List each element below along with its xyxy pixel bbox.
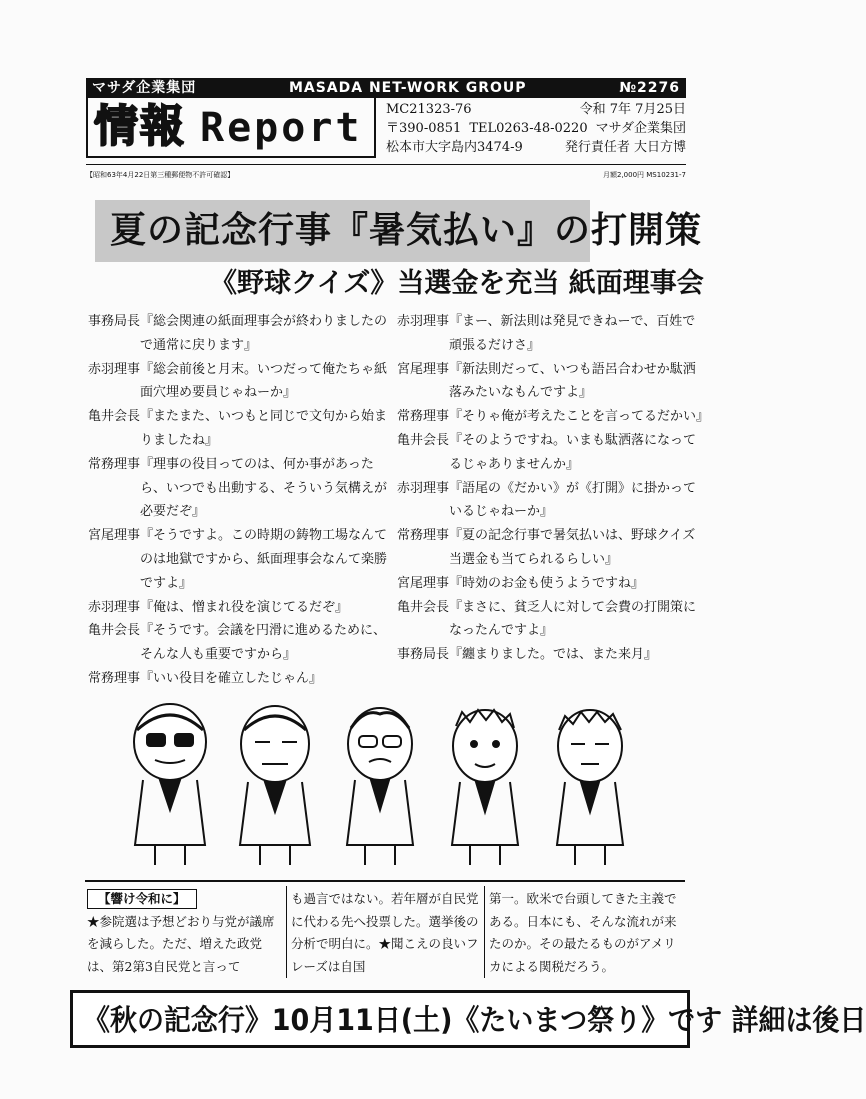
speech-text: 『総会前後と月末。いつだって俺たちゃ紙面穴埋め要員じゃねーか』 <box>140 361 388 401</box>
publication-date: 令和 7年 7月25日 <box>579 102 686 117</box>
group-name-jp: マサダ企業集団 <box>92 80 197 96</box>
speaker-name: 常務理事 <box>88 670 141 686</box>
speech-text: 『新法則だって、いつも語呂合わせか駄洒落みたいなもんですよ』 <box>449 361 696 401</box>
telephone: TEL0263-48-0220 <box>469 121 588 136</box>
dialogue-right-column <box>397 310 710 667</box>
speaker-name: 亀井会長 <box>88 623 141 639</box>
speech-text: 『そうです。会議を円滑に進めるために、そんな人も重要ですから』 <box>140 623 386 663</box>
cartoon-figure <box>557 710 623 865</box>
speaker-name: 赤羽理事 <box>88 599 141 615</box>
logo-report: Report <box>200 105 363 151</box>
dialogue-entry <box>88 453 398 524</box>
dialogue-left-column <box>88 310 398 691</box>
subheadline: 《野球クイズ》当選金を充当 紙面理事会 <box>210 268 704 299</box>
speaker-name: 亀井会長 <box>88 409 141 425</box>
dialogue-entry <box>397 643 707 667</box>
cartoon-figure <box>134 704 206 865</box>
speaker-name: 宮尾理事 <box>88 528 141 544</box>
speech-text: 『総会関連の紙面理事会が終わりましたので通常に戻ります』 <box>140 314 388 353</box>
column-part-3 <box>489 888 685 978</box>
fine-print <box>86 170 686 180</box>
speaker-name: 宮尾理事 <box>397 575 450 591</box>
cartoon-figure <box>452 710 518 865</box>
postal-notice: 【昭和63年4月22日第三種郵便物不許可確認】 <box>86 171 235 179</box>
dialogue-entry <box>88 619 398 667</box>
column-part-1 <box>87 888 283 978</box>
headline: 夏の記念行事『暑気払い』の打開策 <box>110 210 703 251</box>
publication-code: MC21323-76 <box>386 102 472 117</box>
speech-text: 『纏まりました。では、また来月』 <box>449 647 658 663</box>
cartoon-figure <box>240 706 310 865</box>
speaker-name: 事務局長 <box>397 647 450 663</box>
dialogue-entry <box>88 405 398 453</box>
speech-text: 『そうですよ。この時期の鋳物工場なんてのは地獄ですから、紙面理事会なんて楽勝ですよ』 <box>140 528 388 591</box>
address: 松本市大字島内3474-9 <box>386 140 523 155</box>
speaker-name: 常務理事 <box>397 409 450 425</box>
speech-text: 『またまた、いつもと同じで文句から始まりましたね』 <box>140 409 388 448</box>
dialogue-entry <box>397 405 710 429</box>
column-title: 【響け令和に】 <box>87 889 197 909</box>
speech-text: 『理事の役目ってのは、何か事があったら、いつでも出動する、そういう気構えが必要だぞ』 <box>140 456 388 520</box>
masthead-rule <box>86 164 686 165</box>
speaker-name: 亀井会長 <box>397 432 450 448</box>
column-divider <box>286 886 287 978</box>
column-text-1: ★参院選は予想どおり与党が議席を減らした。ただ、増えた政党は、第2第3自民党と言って <box>87 913 275 974</box>
speaker-name: 赤羽理事 <box>397 480 450 496</box>
dialogue-entry <box>88 310 398 358</box>
cartoon-figure <box>347 708 413 865</box>
speech-text: 『語尾の《だかい》が《打開》に掛かっているじゃねーか』 <box>449 480 697 520</box>
dialogue-entry <box>397 596 707 644</box>
speech-text: 『俺は、憎まれ役を演じてるだぞ』 <box>140 599 349 615</box>
speaker-name: 赤羽理事 <box>397 314 450 329</box>
cartoon-illustration <box>105 700 665 875</box>
column-section <box>85 880 685 980</box>
dialogue-entry <box>397 429 707 477</box>
issue-number: №2276 <box>619 80 680 96</box>
postal-code: 〒390-0851 <box>386 121 462 136</box>
speaker-name: 赤羽理事 <box>88 361 141 377</box>
speaker-name: 常務理事 <box>397 528 450 544</box>
speaker-name: 事務局長 <box>88 314 141 329</box>
dialogue-entry <box>397 310 707 358</box>
subscription-info: 月額2,000円 MS10231-7 <box>603 171 686 179</box>
column-text-2: も過言ではない。若年層が自民党に代わる先へ投票した。選挙後の分析で明白に。★聞こえの良いフレーズは自国 <box>291 891 479 974</box>
speech-text: 『いい役目を確立したじゃん』 <box>140 670 323 686</box>
speech-text: 『まさに、貧乏人に対して会費の打開策になったんですよ』 <box>449 599 697 639</box>
publisher-org: マサダ企業集団 <box>595 121 686 136</box>
dialogue-entry <box>88 667 398 691</box>
dialogue-entry <box>397 477 707 525</box>
speaker-name: 亀井会長 <box>397 599 450 615</box>
dialogue-entry <box>88 596 398 620</box>
group-name-en: MASADA NET-WORK GROUP <box>288 80 527 96</box>
masthead-top-bar <box>86 78 686 98</box>
dialogue-entry <box>397 358 707 406</box>
dialogue-entry <box>397 524 707 572</box>
masthead <box>86 78 686 178</box>
event-banner-text: 《秋の記念行》10月11日(土)《たいまつ祭り》です 詳細は後日 <box>83 1003 866 1037</box>
column-divider <box>484 886 485 978</box>
column-text-3: 第一。欧米で台頭してきた主義である。日本にも、そんな流れが来たのか。その最たるものがアメリカによる関税だろう。 <box>489 891 677 974</box>
publisher: 発行責任者 大日方博 <box>564 140 686 155</box>
logo <box>86 98 376 158</box>
speech-text: 『まー、新法則は発見できねーで、百姓で頑張るだけさ』 <box>449 314 696 353</box>
column-part-2 <box>291 888 481 978</box>
dialogue-entry <box>88 524 398 595</box>
speech-text: 『そりゃ俺が考えたことを言ってるだかい』 <box>449 409 710 425</box>
speaker-name: 常務理事 <box>88 456 141 472</box>
dialogue-entry <box>88 358 398 406</box>
dialogue-entry <box>397 572 707 596</box>
speech-text: 『そのようですね。いまも駄洒落になってるじゃありませんか』 <box>449 432 697 472</box>
speech-text: 『夏の記念行事で暑気払いは、野球クイズ当選金も当てられるらしい』 <box>449 528 696 567</box>
speaker-name: 宮尾理事 <box>397 361 450 377</box>
logo-kanji: 情報 <box>94 101 186 152</box>
speech-text: 『時効のお金も使うようですね』 <box>449 575 645 591</box>
publication-info <box>386 100 686 157</box>
event-banner <box>70 990 866 1048</box>
